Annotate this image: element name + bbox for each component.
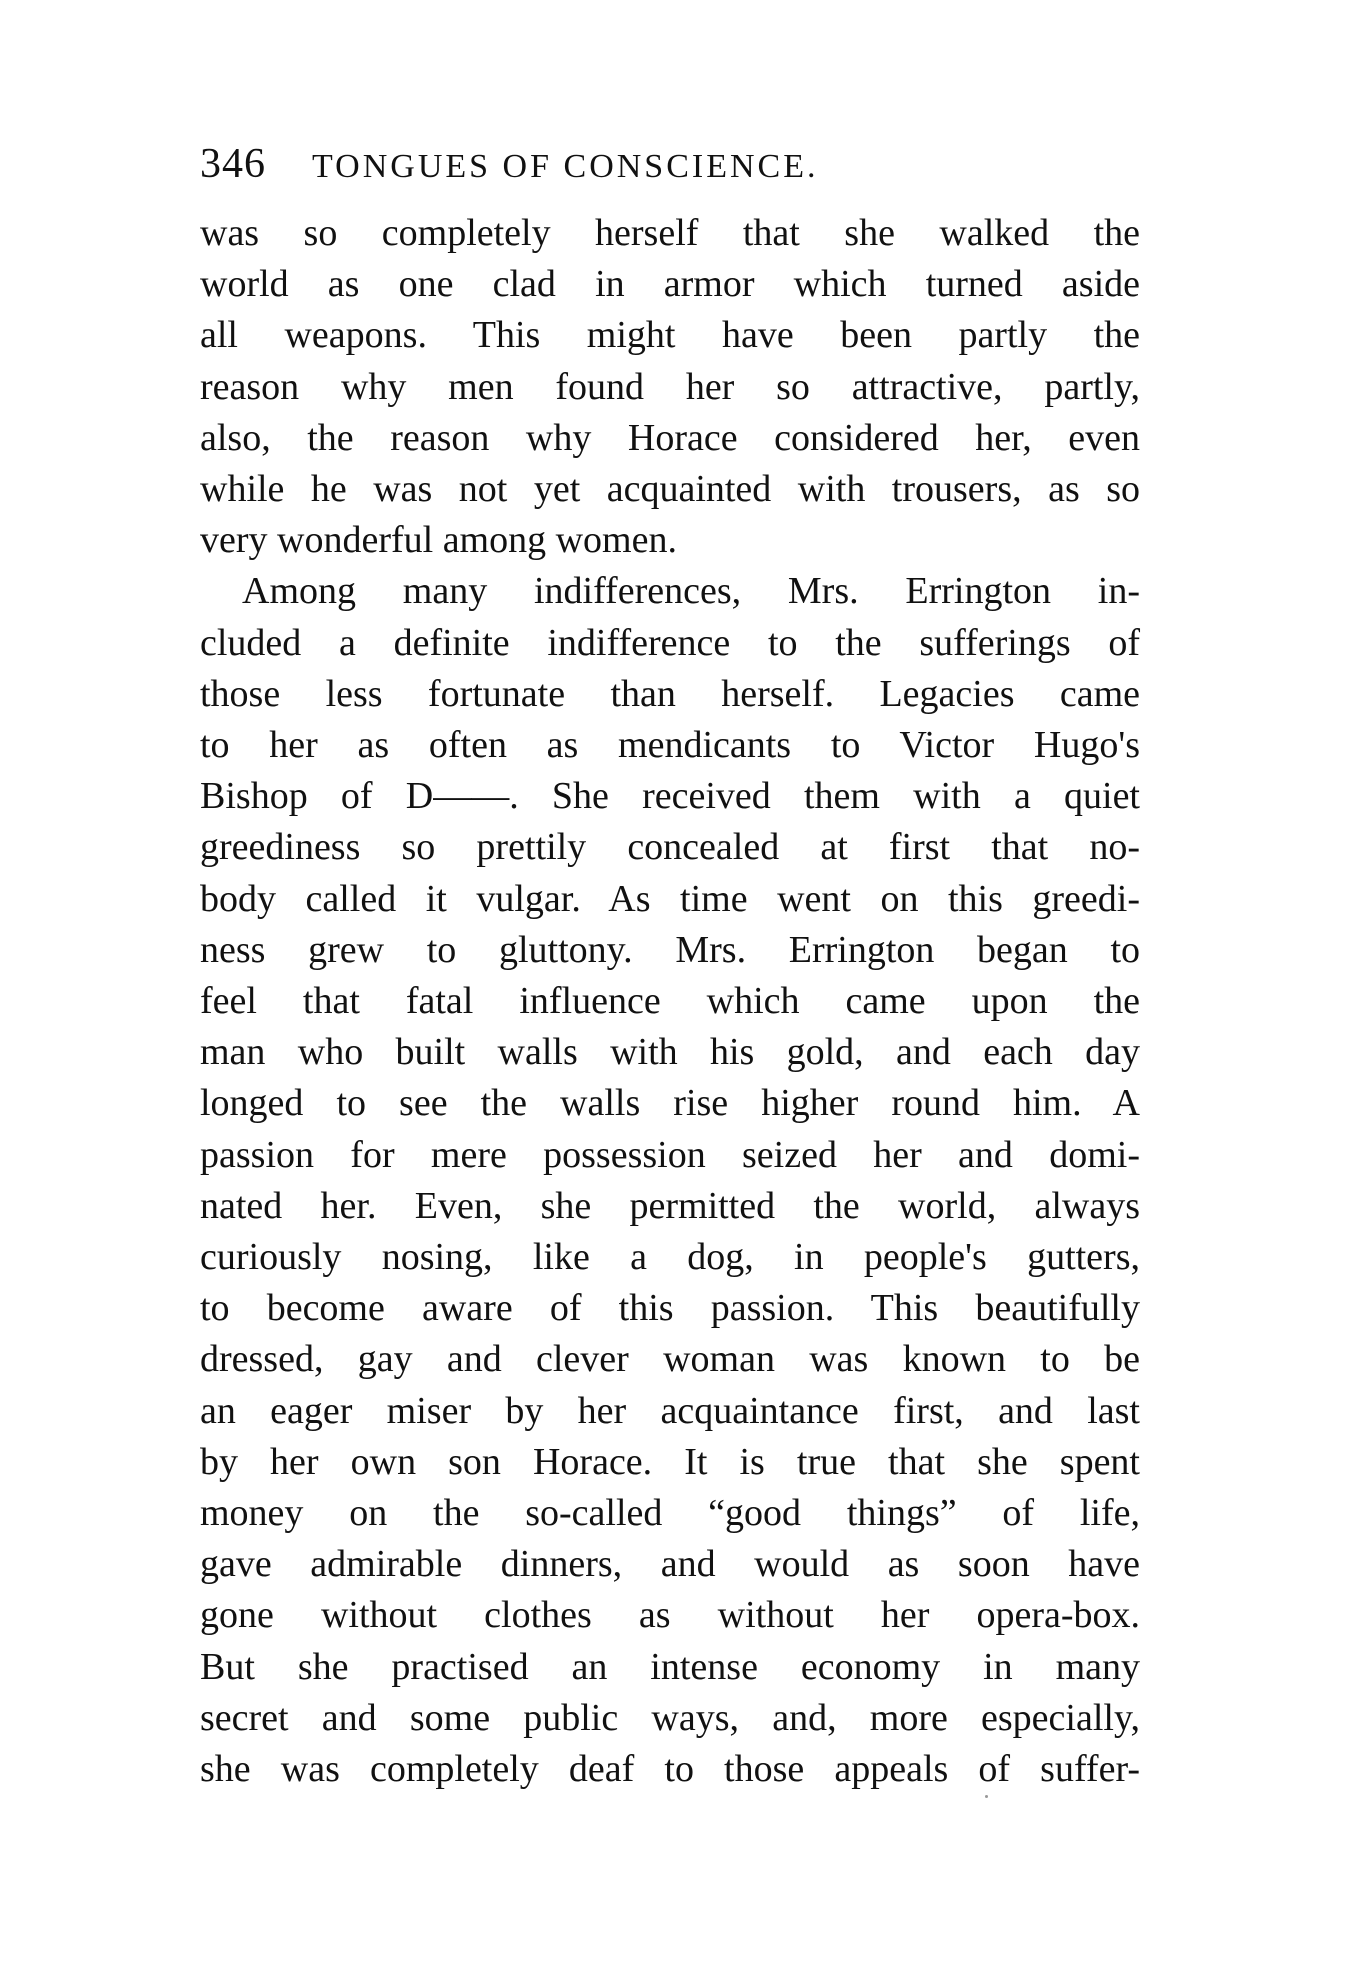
text-line: while he was not yet acquainted with trousers, as so — [200, 468, 1140, 511]
text-line: reason why men found her so attractive, partly, — [200, 365, 1140, 408]
text-line: to her as often as mendicants to Victor Hugo's — [200, 724, 1140, 767]
text-line: by her own son Horace. It is true that she spent — [200, 1440, 1140, 1483]
text-line: nated her. Even, she permitted the world, always — [200, 1184, 1140, 1227]
text-line: cluded a definite indifference to the sufferings of — [200, 621, 1140, 664]
text-line: curiously nosing, like a dog, in people's gutters, — [200, 1236, 1140, 1279]
text-line: feel that fatal influence which came upon the — [200, 980, 1140, 1023]
text-line: money on the so-called “good things” of life, — [200, 1492, 1140, 1535]
text-line: body called it vulgar. As time went on this greedi- — [200, 877, 1140, 920]
book-page — [200, 140, 1140, 1795]
running-title: TONGUES OF CONSCIENCE. — [312, 148, 819, 185]
text-line: world as one clad in armor which turned aside — [200, 263, 1140, 306]
paragraph — [200, 208, 1140, 566]
text-line: to become aware of this passion. This beautifully — [200, 1287, 1140, 1330]
text-line: passion for mere possession seized her and domi- — [200, 1133, 1140, 1176]
text-line: Among many indifferences, Mrs. Errington in- — [242, 570, 1140, 613]
paper-speck — [985, 1795, 988, 1798]
text-line: Bishop of D——. She received them with a quiet — [200, 775, 1140, 818]
text-line: those less fortunate than herself. Legacies came — [200, 672, 1140, 715]
text-line: an eager miser by her acquaintance first, and last — [200, 1389, 1140, 1432]
text-line: But she practised an intense economy in many — [200, 1645, 1140, 1688]
text-line: man who built walls with his gold, and each day — [200, 1031, 1140, 1074]
text-line: all weapons. This might have been partly the — [200, 314, 1140, 357]
text-line: greediness so prettily concealed at first that no- — [200, 826, 1140, 869]
text-line: longed to see the walls rise higher round him. A — [200, 1082, 1140, 1125]
page-header — [200, 140, 1140, 212]
text-line: secret and some public ways, and, more especially, — [200, 1696, 1140, 1739]
text-line: dressed, gay and clever woman was known to be — [200, 1338, 1140, 1381]
text-line: ness grew to gluttony. Mrs. Errington began to — [200, 928, 1140, 971]
paragraph — [200, 566, 1140, 1795]
text-line: very wonderful among women. — [200, 519, 677, 562]
text-line: gave admirable dinners, and would as soon have — [200, 1543, 1140, 1586]
text-line: was so completely herself that she walked the — [200, 212, 1140, 254]
text-line: gone without clothes as without her opera-box. — [200, 1594, 1140, 1637]
text-line: also, the reason why Horace considered her, even — [200, 416, 1140, 459]
text-line: she was completely deaf to those appeals of suffer- — [200, 1748, 1140, 1791]
body-text — [200, 208, 1140, 1795]
page-number: 346 — [200, 141, 266, 187]
